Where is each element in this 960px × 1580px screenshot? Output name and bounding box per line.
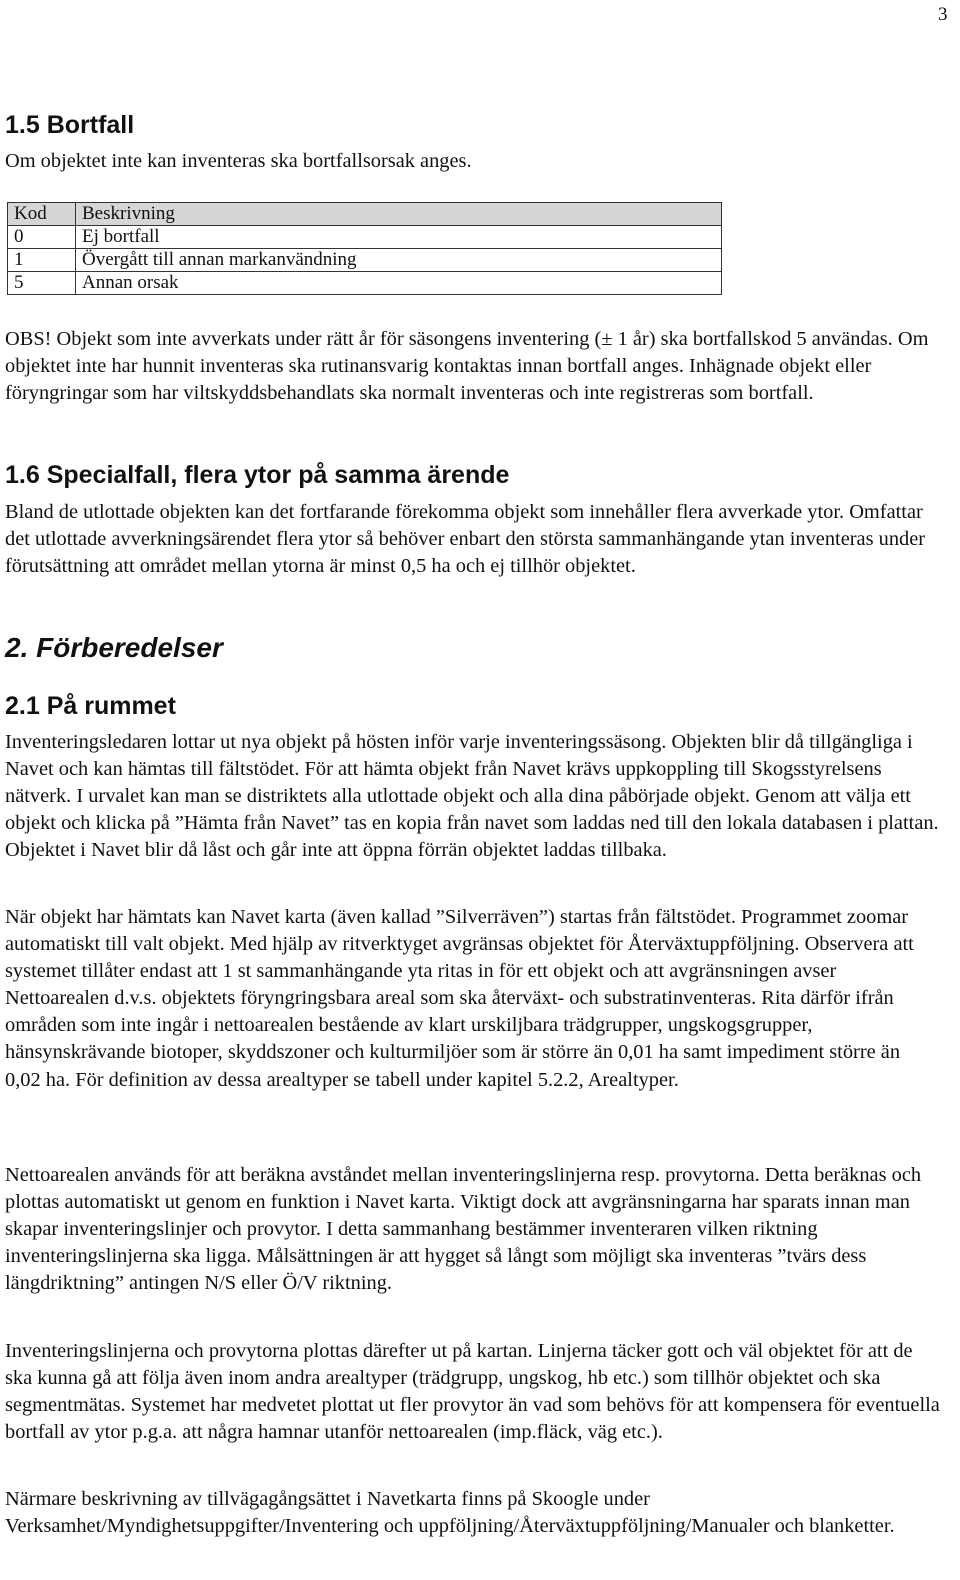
table-cell-kod: 1 [8, 249, 76, 272]
table-row [8, 272, 722, 295]
rummet-paragraph-5: Närmare beskrivning av tillvägagångsättet i Navetkarta finns på Skoogle under Verksamhet/Myndighetsuppgifter/Inventering och uppföljning/Återväxtuppföljning/Manualer och blanketter. [5, 1488, 895, 1538]
table-cell-beskrivning: Ej bortfall [76, 226, 722, 249]
rummet-paragraph-4: Inventeringslinjerna och provytorna plottas därefter ut på kartan. Linjerna täcker gott och väl objektet för att de ska kunna gå att följa även inom andra arealtyper (trädgrupp, ungskog, hb etc.) som tillhör objektet och ska segmentmätas. Systemet har medvetet plottat ut fler provytor än vad som behövs för att kompensera för eventuella bortfall av ytor p.g.a. att några hamnar utanför nettoarealen (imp.fläck, väg etc.). [5, 1340, 940, 1444]
rummet-paragraph-1: Inventeringsledaren lottar ut nya objekt på hösten inför varje inventeringssäsong. Objekten blir då tillgängliga i Navet och kan hämtas till fältstödet. För att hämta objekt från Navet krävs uppkoppling till Skogsstyrelsens nätverk. I urvalet kan man se distriktets alla utlottade objekt och alla dina påbörjade objekt. Genom att välja ett objekt och klicka på ”Hämta från Navet” tas en kopia från navet som laddas ned till den lokala databasen i plattan. Objektet i Navet blir då låst och går inte att öppna förrän objektet laddas tillbaka. [5, 731, 939, 862]
section-heading-1-5: 1.5 Bortfall [5, 111, 135, 139]
table-header-row [8, 203, 722, 226]
table-cell-beskrivning: Annan orsak [76, 272, 722, 295]
section-heading-1-6: 1.6 Specialfall, flera ytor på samma ärende [5, 461, 510, 489]
bortfall-code-table [7, 202, 722, 295]
page-number: 3 [938, 4, 948, 25]
column-header-kod: Kod [8, 203, 76, 226]
table-cell-kod: 5 [8, 272, 76, 295]
rummet-paragraph-3: Nettoarealen används för att beräkna avståndet mellan inventeringslinjerna resp. provytorna. Detta beräknas och plottas automatiskt ut genom en funktion i Navet karta. Viktigt dock att avgränsningarna har sparats innan man skapar inventeringslinjer och provytor. I detta sammanhang bestämmer inventeraren vilken riktning inventeringslinjerna ska ligga. Målsättningen är att hygget så långt som möjligt ska inventeras ”tvärs dess längdriktning” antingen N/S eller Ö/V riktning. [5, 1164, 922, 1295]
chapter-heading-2: 2. Förberedelser [5, 632, 223, 663]
bortfall-intro: Om objektet inte kan inventeras ska bortfallsorsak anges. [5, 150, 472, 172]
table-cell-beskrivning: Övergått till annan markanvändning [76, 249, 722, 272]
rummet-paragraph-2: När objekt har hämtats kan Navet karta (även kallad ”Silverräven”) startas från fältstödet. Programmet zoomar automatiskt till valt objekt. Med hjälp av ritverktyget avgränsas objektet för Återväxtuppföljning. Observera att systemet tillåter endast att 1 st sammanhängande yta ritas in för ett objekt och att avgränsningen avser Nettoarealen d.v.s. objektets föryngringsbara areal som ska återväxt- och substratinventeras. Rita därför ifrån områden som inte ingår i nettoarealen bestående av klart urskiljbara trädgrupper, ungskogsgrupper, hänsynskrävande biotoper, skyddszoner och kulturmiljöer som är större än 0,01 ha samt impediment större än 0,02 ha. För definition av dessa arealtyper se tabell under kapitel 5.2.2, Arealtyper. [5, 906, 914, 1091]
table-row [8, 249, 722, 272]
obs-paragraph: OBS! Objekt som inte avverkats under rätt år för säsongens inventering (± 1 år) ska bortfallskod 5 användas. Om objektet inte har hunnit inventeras ska rutinansvarig kontaktas innan bortfall anges. Inhägnade objekt eller föryngringar som har viltskyddsbehandlats ska normalt inventeras och inte registreras som bortfall. [5, 328, 929, 405]
table-cell-kod: 0 [8, 226, 76, 249]
specialfall-paragraph: Bland de utlottade objekten kan det fortfarande förekomma objekt som innehåller flera avverkade ytor. Omfattar det utlottade avverkningsärendet flera ytor så behöver enbart den största sammanhängande ytan inventeras under förutsättning att området mellan ytorna är minst 0,5 ha och ej tillhör objektet. [5, 501, 926, 578]
table-row [8, 226, 722, 249]
column-header-beskrivning: Beskrivning [76, 203, 722, 226]
section-heading-2-1: 2.1 På rummet [5, 692, 176, 720]
